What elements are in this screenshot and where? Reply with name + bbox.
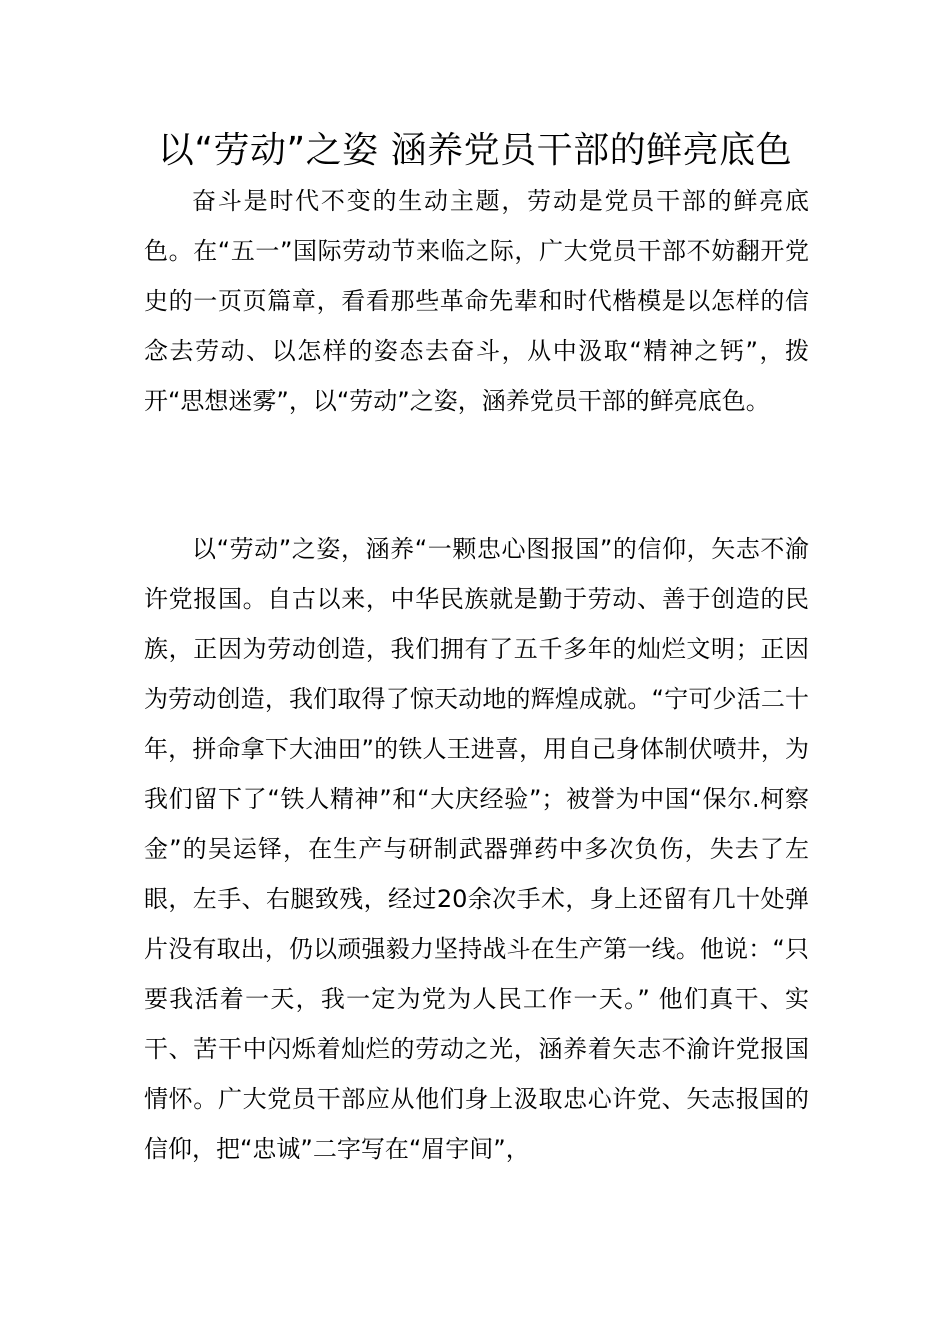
- paragraph-second: 以“劳动”之姿，涵养“一颗忠心图报国”的信仰，矢志不渝许党报国。自古以来，中华民族就是勤于劳动、善于创造的民族，正因为劳动创造，我们拥有了五千多年的灿烂文明；正因为劳动创造，我们取得了惊天动地的辉煌成就。“宁可少活二十年，拼命拿下大油田”的铁人王进喜，用自己身体制伏喷井，为我们留下了“铁人精神”和“大庆经验”；被誉为中国“保尔.柯察金”的吴运铎，在生产与研制武器弹药中多次负伤，失去了左眼，左手、右腿致残，经过20余次手术，身上还留有几十处弹片没有取出，仍以顽强毅力坚持战斗在生产第一线。他说：“只要我活着一天，我一定为党为人民工作一天。” 他们真干、实干、苦干中闪烁着灿烂的劳动之光，涵养着矢志不渝许党报国情怀。广大党员干部应从他们身上汲取忠心许党、矢志报国的信仰，把“忠诚”二字写在“眉宇间”，: [144, 535, 809, 1163]
- document-title: 以“劳动”之姿 涵养党员干部的鲜亮底色: [157, 130, 793, 171]
- paragraph-intro: 奋斗是时代不变的生动主题，劳动是党员干部的鲜亮底色。在“五一”国际劳动节来临之际，广大党员干部不妨翻开党史的一页页篇章，看看那些革命先辈和时代楷模是以怎样的信念去劳动、以怎样的姿态去奋斗，从中汲取“精神之钙”，拨开“思想迷雾”，以“劳动”之姿，涵养党员干部的鲜亮底色。: [144, 187, 809, 415]
